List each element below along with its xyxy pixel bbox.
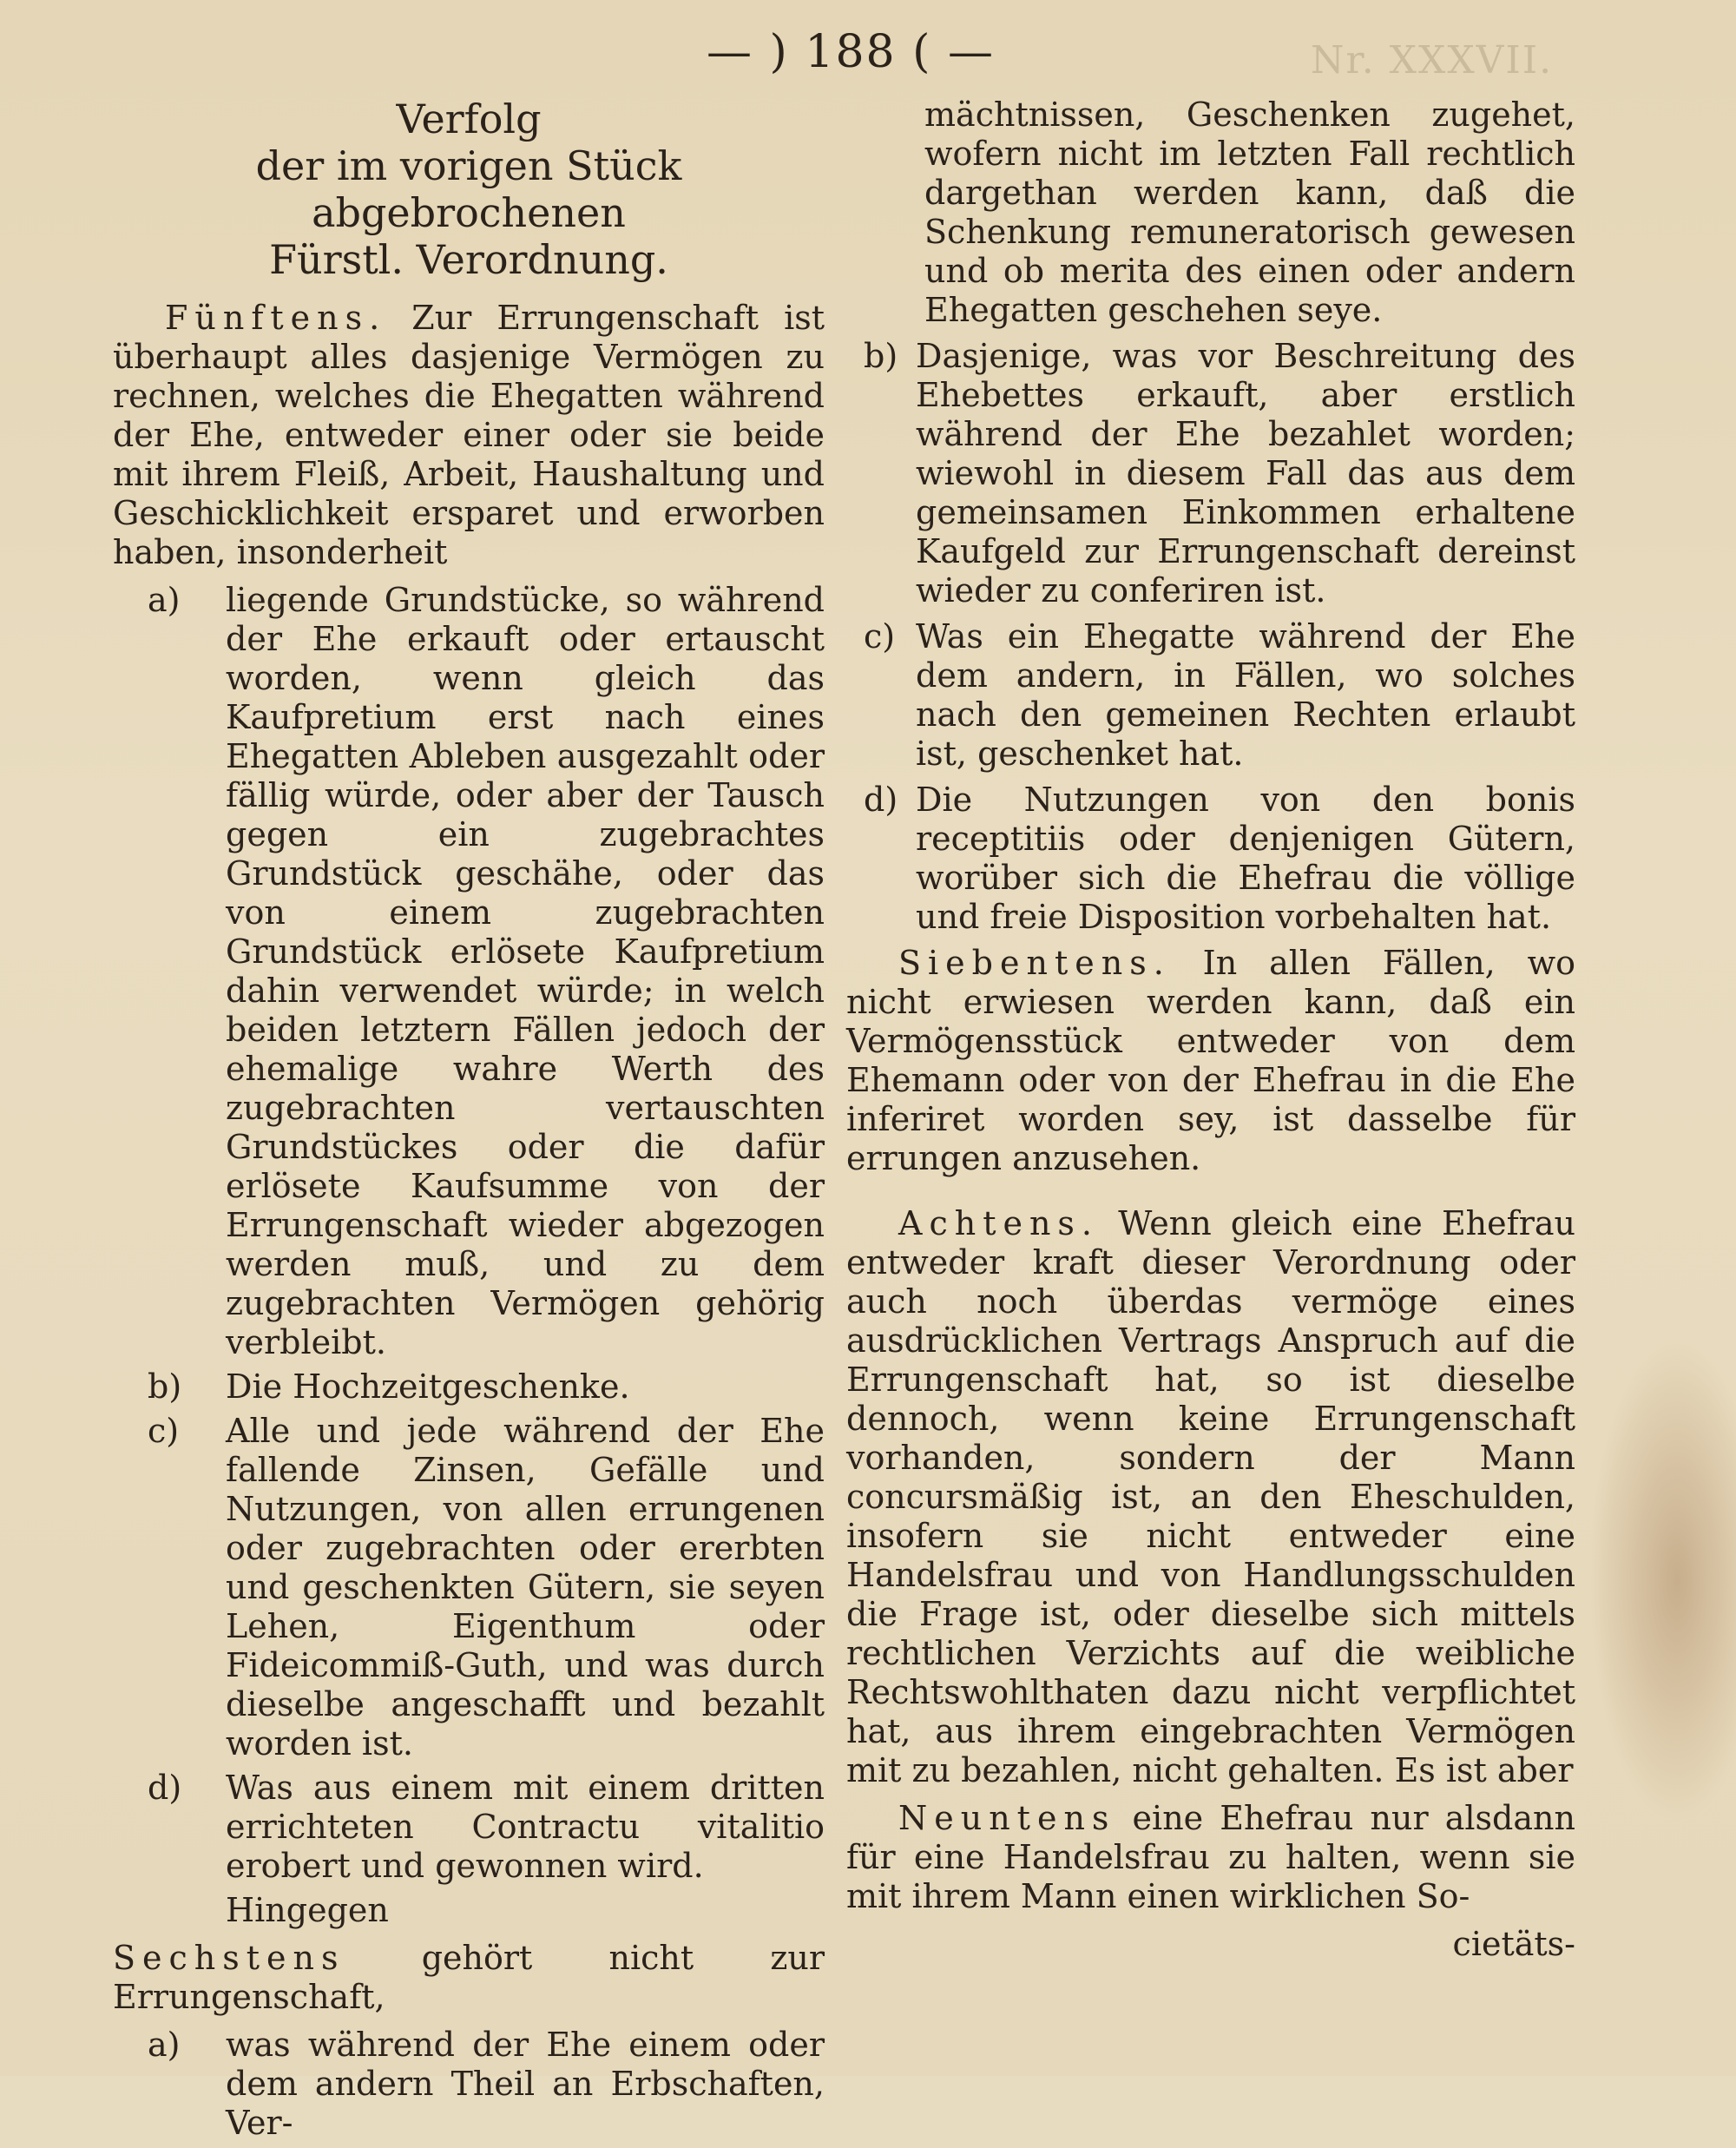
item-text: Die Nutzungen von den bonis receptitiis oder denjenigen Gütern, worüber sich die Ehefrau die völlige und freie Disposition vorbehalten hat. (916, 781, 1575, 936)
title-line-2: der im vorigen Stück abgebrochenen (255, 142, 682, 236)
paragraph-lead: Neuntens (898, 1799, 1116, 1837)
item-text: mächtnissen, Geschenken zugehet, wofern nicht im letzten Fall rechtlich dargethan werden kann, daß die Schenkung remuneratorisch gewesen und ob merita des einen oder andern Ehegatten geschehen seye. (924, 96, 1575, 329)
list-item (148, 581, 825, 1362)
paragraph-lead: Sechstens (113, 1939, 345, 1977)
paragraph-lead: Achtens. (898, 1204, 1100, 1242)
continued-item-text (864, 96, 1575, 330)
paragraph-text: eine Ehefrau nur alsdann für eine Handelsfrau zu halten, wenn sie mit ihrem Mann einen wirklichen So- (846, 1799, 1575, 1915)
page-number: — ) 188 ( — (707, 26, 995, 78)
section-title (113, 96, 825, 283)
paragraph-sechstens (113, 1939, 825, 2017)
item-text: liegende Grundstücke, so während der Ehe erkauft oder ertauscht worden, wenn gleich das Kaufpretium erst nach eines Ehegatten Ableben ausgezahlt oder fällig würde, oder aber der Tausch gegen ein zugebrachtes Grundstück geschähe, oder das von einem zugebrachten Grundstück erlösete Kaufpretium dahin verwendet würde; in welch beiden letztern Fällen jedoch der ehemalige wahre Werth des zugebrachten vertauschten Grundstückes oder die dafür erlösete Kaufsumme von der Errungenschaft wieder abgezogen werden muß, und zu dem zugebrachten Vermögen gehörig verbleibt. (226, 581, 825, 1361)
hingegen-line: Hingegen (226, 1891, 389, 1929)
item-label: a) (148, 2026, 181, 2064)
list-item (864, 617, 1575, 774)
list-item (148, 1412, 825, 1763)
spacer (846, 1187, 1575, 1204)
item-text: Was ein Ehegatte während der Ehe dem andern, in Fällen, wo solches nach den gemeinen Rechten erlaubt ist, geschenket hat. (916, 617, 1575, 773)
paragraph-text: Wenn gleich eine Ehefrau entweder kraft dieser Verordnung oder auch noch überdas vermöge eines ausdrücklichen Vertrags Anspruch auf die Errungenschaft hat, so ist dieselbe dennoch, wenn keine Errungenschaft vorhanden, sondern der Mann concursmäßig ist, an den Eheschulden, insofern sie nicht entweder eine Handelsfrau und von Handlungsschulden die Frage ist, oder dieselbe sich mittels rechtlichen Verzichts auf die weibliche Rechtswohlthaten dazu nicht verpflichtet hat, aus ihrem eingebrachten Vermögen mit zu bezahlen, nicht gehalten. Es ist aber (846, 1204, 1575, 1789)
item-label: c) (148, 1412, 180, 1450)
paragraph-achtens (846, 1204, 1575, 1790)
title-line-3: Fürstl. Verordnung. (269, 236, 668, 283)
paragraph-text: gehört nicht zur Errungenschaft, (113, 1939, 825, 2016)
title-line-1: Verfolg (396, 96, 542, 142)
list-item (148, 1769, 825, 1886)
item-text: Alle und jede während der Ehe fallende Zinsen, Gefälle und Nutzungen, von allen errungenen oder zugebrachten oder ererbten und geschenkten Gütern, sie seyen Lehen, Eigenthum oder Fideicommiß-Guth, und was durch dieselbe angeschafft und bezahlt worden ist. (226, 1412, 825, 1763)
item-text: Was aus einem mit einem dritten errichteten Contractu vitalitio erobert und gewonnen wird. (226, 1769, 825, 1885)
paragraph-fuenftens (113, 299, 825, 572)
list-item (148, 2026, 825, 2143)
item-label: b) (864, 337, 898, 375)
list-item (148, 1367, 825, 1407)
paragraph-text: Zur Errungenschaft ist überhaupt alles dasjenige Vermögen zu rechnen, welches die Ehegatten während der Ehe, entweder einer oder sie beide mit ihrem Fleiß, Arbeit, Haushaltung und Geschicklichkeit ersparet und erworben haben, insonderheit (113, 299, 825, 571)
item-text: Dasjenige, was vor Beschreitung des Ehebettes erkauft, aber erstlich während der Ehe bezahlet worden; wiewohl in diesem Fall das aus dem gemeinsamen Einkommen erhaltene Kaufgeld zur Errungenschaft dereinst wieder zu conferiren ist. (916, 337, 1575, 609)
left-column (113, 96, 825, 2148)
item-label: c) (864, 617, 896, 656)
list-item (864, 781, 1575, 937)
paper-stain (1588, 1337, 1736, 1823)
list-item (864, 337, 1575, 610)
paragraph-lead: Siebentens. (898, 944, 1171, 982)
paragraph-lead: Fünftens. (165, 299, 387, 337)
item-label: d) (864, 781, 898, 819)
item-text: was während der Ehe einem oder dem andern Theil an Erbschaften, Ver- (226, 2026, 825, 2142)
item-text: Die Hochzeitgeschenke. (226, 1367, 630, 1406)
issue-mark: Nr. XXXVII. (1311, 38, 1554, 82)
paragraph-neuntens (846, 1799, 1575, 1916)
page-header (0, 26, 1736, 96)
item-label: a) (148, 581, 181, 619)
right-column (846, 96, 1575, 1964)
paragraph-siebentens (846, 944, 1575, 1178)
paragraph-text: In allen Fällen, wo nicht erwiesen werden kann, daß ein Vermögensstück entweder von dem Ehemann oder von der Ehefrau in die Ehe inferiret worden sey, ist dasselbe für errungen anzusehen. (846, 944, 1575, 1177)
item-label: d) (148, 1769, 182, 1807)
item-label: b) (148, 1367, 182, 1406)
catchword: cietäts- (1452, 1925, 1575, 1963)
